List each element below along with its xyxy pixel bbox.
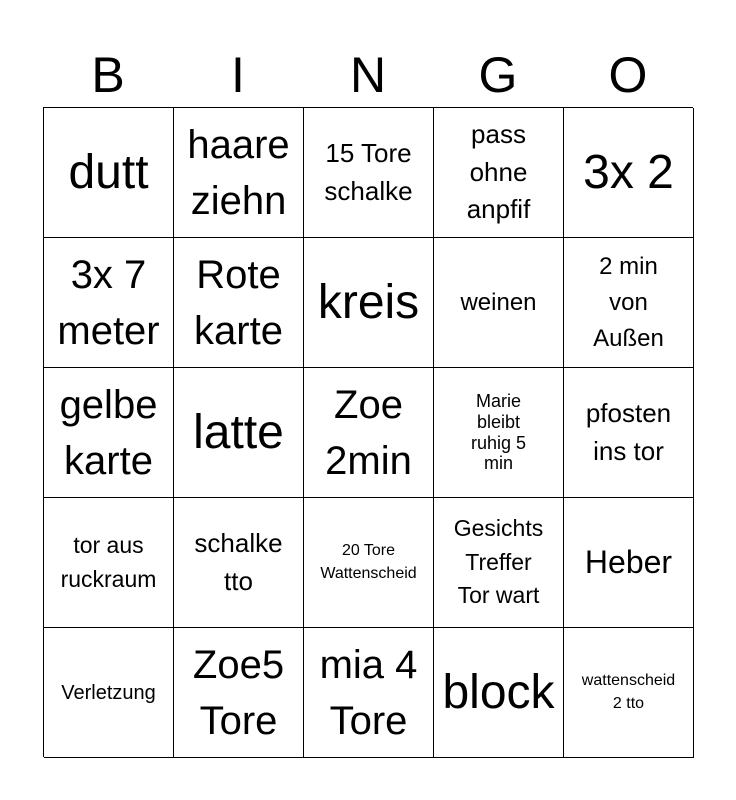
bingo-cell[interactable]: schalke tto (174, 498, 304, 628)
bingo-cell[interactable]: Heber (564, 498, 694, 628)
bingo-cell[interactable]: Marie bleibt ruhig 5 min (434, 368, 564, 498)
bingo-cell[interactable]: Zoe5 Tore (174, 628, 304, 758)
bingo-cell[interactable]: 3x 7 meter (44, 238, 174, 368)
bingo-cell[interactable]: Verletzung (44, 628, 174, 758)
bingo-cell[interactable]: wattenscheid 2 tto (564, 628, 694, 758)
bingo-cell[interactable]: kreis (304, 238, 434, 368)
bingo-cell[interactable]: 20 Tore Wattenscheid (304, 498, 434, 628)
bingo-cell[interactable]: 15 Tore schalke (304, 108, 434, 238)
bingo-cell[interactable]: pfosten ins tor (564, 368, 694, 498)
bingo-header (43, 44, 693, 106)
bingo-cell[interactable]: 3x 2 (564, 108, 694, 238)
bingo-cell[interactable]: Zoe 2min (304, 368, 434, 498)
bingo-cell[interactable]: Rote karte (174, 238, 304, 368)
bingo-cell[interactable]: latte (174, 368, 304, 498)
header-letter-o: O (608, 47, 648, 103)
header-letter-i: I (231, 47, 245, 103)
bingo-cell[interactable]: mia 4 Tore (304, 628, 434, 758)
header-letter-n: N (349, 47, 387, 103)
bingo-cell[interactable]: Gesichts Treffer Tor wart (434, 498, 564, 628)
bingo-cell[interactable]: tor aus ruckraum (44, 498, 174, 628)
bingo-cell[interactable]: haare ziehn (174, 108, 304, 238)
bingo-cell[interactable]: 2 min von Außen (564, 238, 694, 368)
bingo-cell[interactable]: weinen (434, 238, 564, 368)
bingo-cell[interactable]: dutt (44, 108, 174, 238)
header-letter-g: G (478, 47, 518, 103)
bingo-cell[interactable]: pass ohne anpfif (434, 108, 564, 238)
header-letter-b: B (91, 47, 125, 103)
bingo-cell[interactable]: gelbe karte (44, 368, 174, 498)
bingo-cell[interactable]: block (434, 628, 564, 758)
bingo-board (43, 107, 693, 757)
